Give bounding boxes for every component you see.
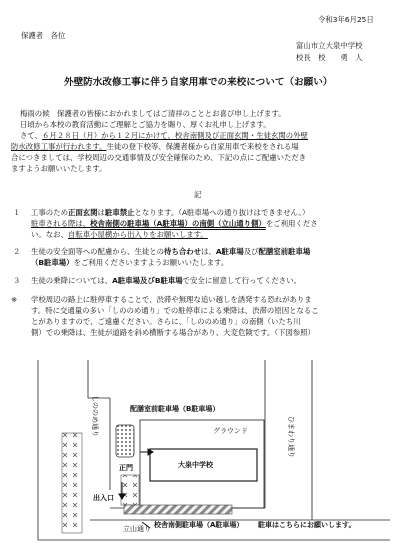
document-date: 令和3年6月25日 (318, 15, 374, 24)
main-gate-hatch (121, 475, 139, 505)
item-2-line-1: 生徒の安全面等への配慮から、生徒との待ち合わせは、A駐車場及び配膳室前駐車場 (31, 247, 311, 256)
principal-name: 校長 校 勇 人 (296, 53, 363, 62)
intro-line-5: 合につきましては、学校周辺の交通事情及び安全確保のため、下記の点にご配慮いただき (11, 153, 307, 162)
intro-line-1: 梅雨の候 保護者の皆様におかれましてはご清祥のこととお喜び申し上げます。 (20, 109, 286, 118)
item-1-line-1: 工事のため正面玄関は駐車禁止となります。（A駐車場への通り抜けはできません。） (31, 208, 310, 217)
intro-line-2: 日頃から本校の教育活動にご理解とご協力を賜り、厚くお礼申し上げます。 (20, 120, 271, 129)
lot-b-area (116, 425, 134, 457)
note-line-1: 学校周辺の路上に駐停車することで、渋滞や無理な追い越しを誘発する恐れがありま (31, 295, 312, 304)
note-mark: ※ (11, 295, 18, 304)
road-label-tateyama: 立山通り (123, 525, 151, 533)
recipient-line: 保護者 各位 (21, 31, 66, 40)
school-name: 富山市立大泉中学校 (296, 41, 363, 50)
school-building-label: 大泉中学校 (178, 461, 213, 469)
item-3-number: ３ (13, 276, 21, 285)
note-line-3: とがありますので、ご遠慮ください。さらに、「しののめ通り」の南側（いたち川 (31, 317, 301, 326)
lot-a-label: 校舎南側駐車場（A駐車場） (154, 521, 244, 529)
ki-heading: 記 (194, 190, 202, 199)
note-line-2: す。特に交通量の多い「しののめ通り」での駐停車による乗降は、渋滞の原因となるこ (31, 306, 319, 315)
lot-a-note: 駐車はこちらにお願いします。 (258, 521, 356, 529)
item-1-line-3: い。なお、自転車小屋横から出入りをお願いします。 (31, 230, 208, 239)
road-label-shinonome: しののめ通り (91, 395, 99, 437)
item-1-number: １ (13, 208, 21, 217)
intro-line-4: 防水改修工事が行われます。生徒の登下校等、保護者様から自家用車で来校をされる場 (11, 142, 299, 151)
ground-label: グラウンド (213, 427, 248, 435)
entrance-label: 出入口 (93, 494, 114, 502)
item-2-line-2: （B駐車場）をご利用くださいますようお願いいたします。 (31, 258, 229, 267)
intro-line-6: ますようお願いいたします。 (11, 164, 107, 173)
lot-b-label: 配膳室前駐車場（B駐車場） (130, 405, 220, 413)
item-1-line-2: 駐車される際は、校舎南側の駐車場（A駐車場）の南側（立山通り側）をご利用くださ (31, 219, 318, 228)
lot-a-area (124, 505, 232, 514)
page-title: 外壁防水改修工事に伴う自家用車での来校について（お願い） (64, 77, 333, 88)
note-line-4: 側）での乗降は、生徒が道路を斜め横断する場合があり、大変危険です。（下図参照） (31, 328, 315, 337)
intro-line-3: さて、６月２８日（月）から１２月にかけて、校舎南側及び正面玄関・生徒玄関の外壁 (20, 131, 308, 140)
item-2-number: ２ (13, 247, 21, 256)
road-label-himawari: ひまわり通り (287, 416, 295, 458)
item-3-line-1: 生徒の乗降については、A駐車場及びB駐車場で安全に留意して行ってください。 (31, 276, 301, 285)
main-gate-label: 正門 (119, 464, 133, 472)
left-road-hatch (62, 433, 82, 533)
